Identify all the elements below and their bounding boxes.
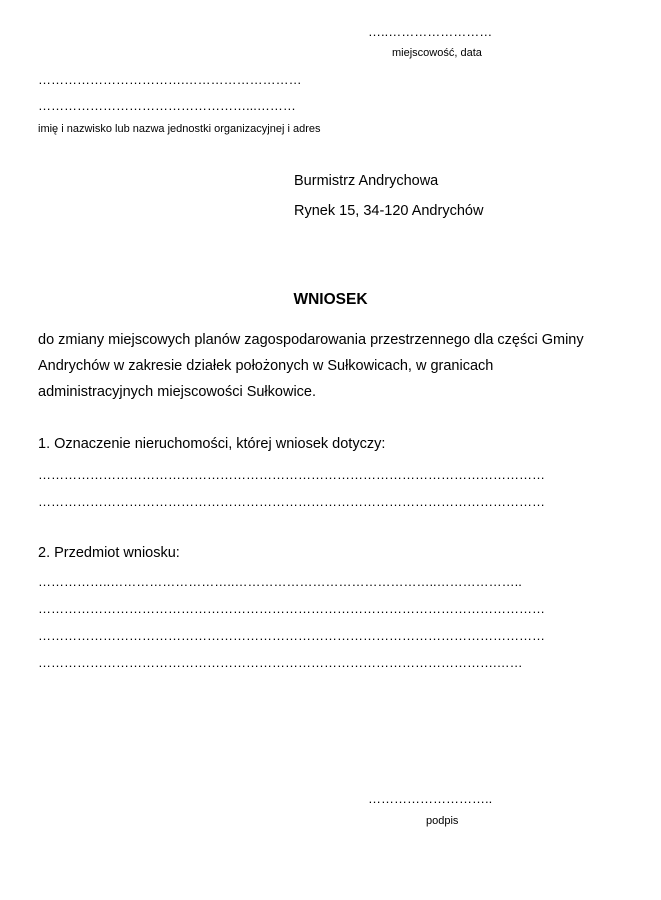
document-title: WNIOSEK <box>293 291 368 308</box>
recipient-name: Burmistrz Andrychowa <box>294 173 439 189</box>
section1-dots-line-2: ……………………………………………………………………………………………………… <box>38 494 545 509</box>
intro-line-1: do zmiany miejscowych planów zagospodarowania przestrzennego dla części Gminy <box>38 332 584 348</box>
signature-dots: ……………………….. <box>368 791 493 806</box>
signature-label: podpis <box>426 815 459 827</box>
applicant-dots-line-1: …………………………….……………………… <box>38 72 302 87</box>
section1-heading: 1. Oznaczenie nieruchomości, której wniosek dotyczy: <box>38 436 386 452</box>
section2-heading: 2. Przedmiot wniosku: <box>38 545 180 561</box>
section2-dots-line-1: ……………..………………………..………………………………………..……………….. <box>38 574 522 589</box>
applicant-label: imię i nazwisko lub nazwa jednostki organizacyjnej i adres <box>38 123 321 135</box>
recipient-address: Rynek 15, 34-120 Andrychów <box>294 203 484 219</box>
section2-dots-line-4: …………………………………………………………………………………………….…… <box>38 655 523 670</box>
intro-line-2: Andrychów w zakresie działek położonych w Sułkowicach, w granicach <box>38 358 494 374</box>
intro-line-3: administracyjnych miejscowości Sułkowice. <box>38 384 317 400</box>
place-date-dots: …..…………………… <box>368 24 493 39</box>
place-date-label: miejscowość, data <box>392 47 482 59</box>
applicant-dots-line-2: …………………………………………...……… <box>38 98 296 113</box>
section1-dots-line-1: ……………………………………………………………………………………………………… <box>38 467 545 482</box>
section2-dots-line-3: ……………………………………………………………………………………………………… <box>38 628 545 643</box>
section2-dots-line-2: ……………………………………………………………………………………………………… <box>38 601 545 616</box>
